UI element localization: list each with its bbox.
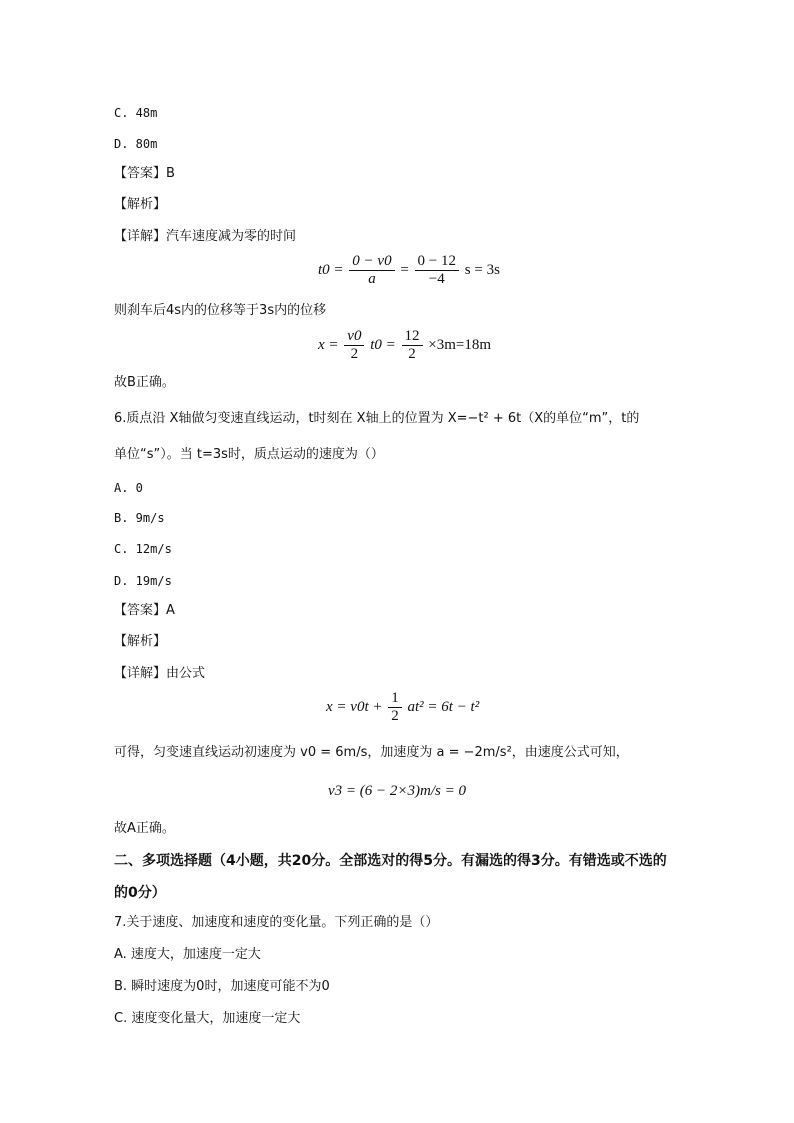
analysis-label: 【解析】: [114, 197, 167, 212]
q7-option-b: B. 瞬时速度为0时，加速度可能不为0: [114, 979, 330, 994]
conclusion-q6: 故A正确。: [114, 821, 175, 836]
q6-stem-line2: 单位“s”）。当 t=3s时，质点运动的速度为（）: [114, 447, 384, 462]
q7-option-a: A. 速度大，加速度一定大: [114, 947, 261, 962]
eq1-frac1-num: 0 − v0: [349, 253, 394, 271]
eq3-tail: at² = 6t − t²: [407, 698, 480, 715]
eq1-frac2-num: 0 − 12: [415, 253, 459, 271]
eq1-lhs: t0 =: [318, 261, 344, 278]
eq2-frac2-num: 12: [402, 328, 423, 346]
displacement-statement: 则刹车后4s内的位移等于3s内的位移: [114, 303, 327, 318]
section-title-line1: 二、多项选择题（4小题，共20分。全部选对的得5分。有漏选的得3分。有错选或不选的: [114, 853, 667, 869]
eq1-equals: =: [400, 261, 409, 278]
section-title-line2: 的0分）: [114, 885, 166, 901]
eq1-frac2-den: −4: [428, 271, 445, 287]
q6-analysis-label: 【解析】: [114, 634, 167, 649]
eq1-tail: s = 3s: [464, 261, 500, 278]
q7-stem: 7.关于速度、加速度和速度的变化量。下列正确的是（）: [114, 915, 439, 930]
equation-velocity: [328, 783, 466, 800]
eq2-t0: t0 =: [370, 336, 396, 353]
q6-option-a: A. 0: [114, 481, 143, 495]
q6-option-b: B. 9m/s: [114, 511, 165, 525]
eq3-lhs: x = v0t +: [326, 698, 383, 715]
equation-displacement: [318, 328, 491, 363]
q6-detail-label: 【详解】由公式: [114, 666, 206, 681]
q6-derivation: 可得，匀变速直线运动初速度为 v0 = 6m/s，加速度为 a = −2m/s²，由速度公式可知，: [114, 745, 629, 760]
conclusion-q5: 故B正确。: [114, 375, 175, 390]
eq1-frac1-den: a: [368, 271, 376, 287]
equation-position: [326, 690, 479, 725]
q6-option-d: D. 19m/s: [114, 574, 172, 588]
eq2-frac1-num: v0: [344, 328, 364, 346]
q6-option-c: C. 12m/s: [114, 542, 172, 556]
q6-answer-label: 【答案】A: [114, 603, 175, 618]
equation-stop-time: [318, 253, 500, 288]
eq3-frac-den: 2: [391, 708, 399, 724]
eq2-frac1-den: 2: [350, 346, 359, 362]
q6-stem-line1: 6.质点沿 X轴做匀变速直线运动，t时刻在 X轴上的位置为 X=−t² + 6t（X的单位“m”，t的: [114, 411, 640, 426]
q7-option-c: C. 速度变化量大，加速度一定大: [114, 1011, 301, 1026]
detail-label: 【详解】汽车速度减为零的时间: [114, 229, 297, 244]
option-c: C. 48m: [114, 106, 158, 120]
eq4-text: v3 = (6 − 2×3)m/s = 0: [328, 783, 466, 799]
eq2-lhs: x =: [318, 336, 339, 353]
answer-label: 【答案】B: [114, 166, 175, 181]
option-d: D. 80m: [114, 137, 158, 151]
eq2-frac2-den: 2: [408, 346, 416, 362]
eq3-frac-num: 1: [388, 690, 402, 708]
eq2-tail: ×3m=18m: [428, 336, 492, 353]
